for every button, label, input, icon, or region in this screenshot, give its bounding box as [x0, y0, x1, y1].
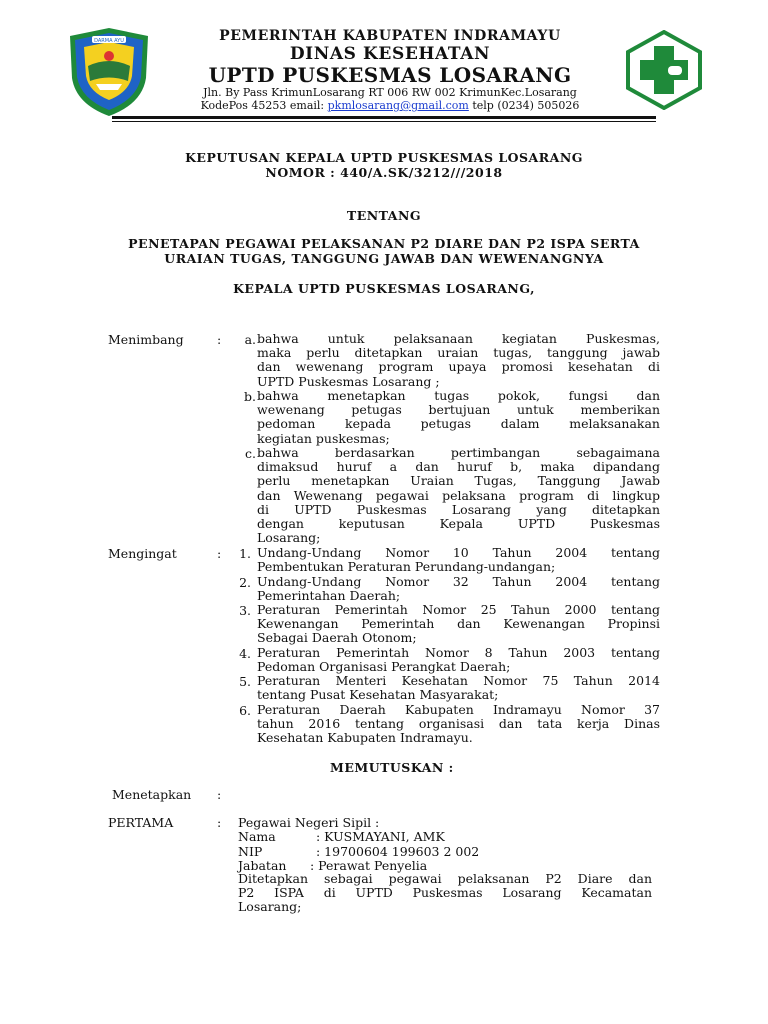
nama-value: : KUSMAYANI, AMK — [316, 829, 445, 844]
menimbang-a-mark: a. — [244, 332, 256, 347]
mengingat-colon: : — [217, 546, 222, 561]
mengingat-4-text — [257, 646, 660, 674]
text-line: Losarang; — [238, 899, 302, 915]
mengingat-1-text — [257, 546, 660, 574]
svg-text:DARMA AYU: DARMA AYU — [94, 38, 124, 44]
mengingat-label: Mengingat — [108, 546, 177, 561]
text-line: tahun 2016 tentang organisasi dan tata kerja Dinas — [257, 716, 660, 732]
text-line: kegiatan puskesmas; — [257, 430, 390, 446]
text-line: di UPTD Puskesmas Losarang yang ditetapkan — [257, 501, 660, 517]
mengingat-2-text — [257, 575, 660, 603]
text-line: Pembentukan Peraturan Perundang-undangan; — [257, 559, 556, 575]
nama-label: Nama — [238, 829, 276, 844]
text-line: dimaksud huruf a dan huruf b, maka dipandang — [257, 459, 660, 475]
mengingat-2-mark: 2. — [239, 575, 251, 590]
text-line: Undang-Undang Nomor 32 Tahun 2004 tentang — [257, 574, 660, 589]
text-line: Peraturan Daerah Kabupaten Indramayu Nomor 37 — [257, 702, 660, 717]
text-line: Peraturan Pemerintah Nomor 8 Tahun 2003 tentang — [257, 645, 660, 660]
nip-label: NIP — [238, 844, 263, 859]
text-line: bahwa berdasarkan pertimbangan sebagaimana — [257, 445, 660, 460]
menimbang-b-mark: b. — [244, 389, 256, 404]
text-line: UPTD Puskesmas Losarang ; — [257, 373, 440, 389]
menimbang-label: Menimbang — [108, 332, 184, 347]
indramayu-emblem-icon — [66, 26, 152, 118]
text-line: maka perlu ditetapkan uraian tugas, tanggung jawab — [257, 345, 660, 361]
text-line: bahwa untuk pelaksanaan kegiatan Puskesmas, — [257, 331, 660, 346]
text-line: Sebagai Daerah Otonom; — [257, 630, 417, 646]
text-line: dengan keputusan Kepala UPTD Puskesmas — [257, 516, 660, 532]
header-government: PEMERINTAH KABUPATEN INDRAMAYU — [219, 28, 561, 44]
memutuskan-heading: MEMUTUSKAN : — [330, 760, 454, 775]
menimbang-b-text — [257, 389, 660, 446]
menimbang-c-text — [257, 446, 660, 545]
authority-heading: KEPALA UPTD PUSKESMAS LOSARANG, — [233, 281, 535, 296]
text-line: Peraturan Pemerintah Nomor 25 Tahun 2000 tentang — [257, 602, 660, 617]
contact-prefix: KodePos 45253 email: — [200, 99, 328, 112]
text-line: bahwa menetapkan tugas pokok, fungsi dan — [257, 388, 660, 403]
tentang-heading: TENTANG — [346, 208, 422, 223]
decree-title: KEPUTUSAN KEPALA UPTD PUSKESMAS LOSARANG — [185, 150, 583, 165]
nip-value: : 19700604 199603 2 002 — [316, 844, 480, 859]
menetapkan-colon: : — [217, 787, 222, 802]
text-line: Losarang; — [257, 530, 321, 546]
text-line: P2 ISPA di UPTD Puskesmas Losarang Kecamatan — [238, 885, 652, 901]
header-address: Jln. By Pass KrimunLosarang RT 006 RW 002 KrimunKec.Losarang — [203, 86, 577, 99]
header-contact — [150, 99, 630, 112]
pertama-description — [238, 872, 652, 915]
text-line: Kesehatan Kabupaten Indramayu. — [257, 730, 473, 746]
subject-line-1: PENETAPAN PEGAWAI PELAKSANAN P2 DIARE DAN P2 ISPA SERTA — [128, 236, 640, 251]
text-line: Ditetapkan sebagai pegawai pelaksanan P2 Diare dan — [238, 871, 652, 886]
decree-number: NOMOR : 440/A.SK/3212///2018 — [265, 165, 503, 180]
contact-suffix: telp (0234) 505026 — [468, 99, 580, 112]
pertama-colon: : — [217, 815, 222, 830]
text-line: Kewenangan Pemerintah dan Kewenangan Propinsi — [257, 616, 660, 632]
email-link[interactable]: pkmlosarang@gmail.com — [327, 99, 469, 112]
text-line: tentang Pusat Kesehatan Masyarakat; — [257, 687, 499, 703]
mengingat-5-text — [257, 674, 660, 702]
text-line: pedoman kepada petugas dalam melaksanakan — [257, 416, 660, 432]
menetapkan-label: Menetapkan — [112, 787, 192, 802]
menimbang-c-mark: c. — [245, 446, 256, 461]
text-line: wewenang petugas bertujuan untuk memberikan — [257, 402, 660, 418]
header-agency: DINAS KESEHATAN — [289, 44, 491, 64]
pertama-heading: Pegawai Negeri Sipil : — [238, 815, 380, 830]
mengingat-3-text — [257, 603, 660, 646]
jabatan-value: : Perawat Penyelia — [310, 858, 428, 873]
text-line: Pedoman Organisasi Perangkat Daerah; — [257, 659, 511, 675]
header-institution: UPTD PUSKESMAS LOSARANG — [208, 63, 572, 87]
header-rule-thin — [112, 121, 656, 122]
text-line: dan wewenang program upaya promosi kesehatan di — [257, 359, 660, 375]
pertama-label: PERTAMA — [108, 815, 174, 830]
mengingat-3-mark: 3. — [239, 603, 251, 618]
text-line: Peraturan Menteri Kesehatan Nomor 75 Tahun 2014 — [257, 673, 660, 688]
mengingat-6-text — [257, 703, 660, 746]
puskesmas-cross-icon — [624, 30, 704, 110]
mengingat-6-mark: 6. — [239, 703, 251, 718]
jabatan-label: Jabatan — [238, 858, 287, 873]
mengingat-1-mark: 1. — [239, 546, 251, 561]
text-line: dan Wewenang pegawai pelaksana program di lingkup — [257, 487, 660, 503]
header-rule-thick — [112, 116, 656, 119]
menimbang-a-text — [257, 332, 660, 389]
mengingat-4-mark: 4. — [239, 646, 251, 661]
text-line: Undang-Undang Nomor 10 Tahun 2004 tentang — [257, 545, 660, 560]
menimbang-colon: : — [217, 332, 222, 347]
subject-line-2: URAIAN TUGAS, TANGGUNG JAWAB DAN WEWENANGNYA — [164, 251, 604, 266]
mengingat-5-mark: 5. — [239, 674, 251, 689]
text-line: perlu menetapkan Uraian Tugas, Tanggung Jawab — [257, 473, 660, 489]
text-line: Pemerintahan Daerah; — [257, 588, 401, 604]
